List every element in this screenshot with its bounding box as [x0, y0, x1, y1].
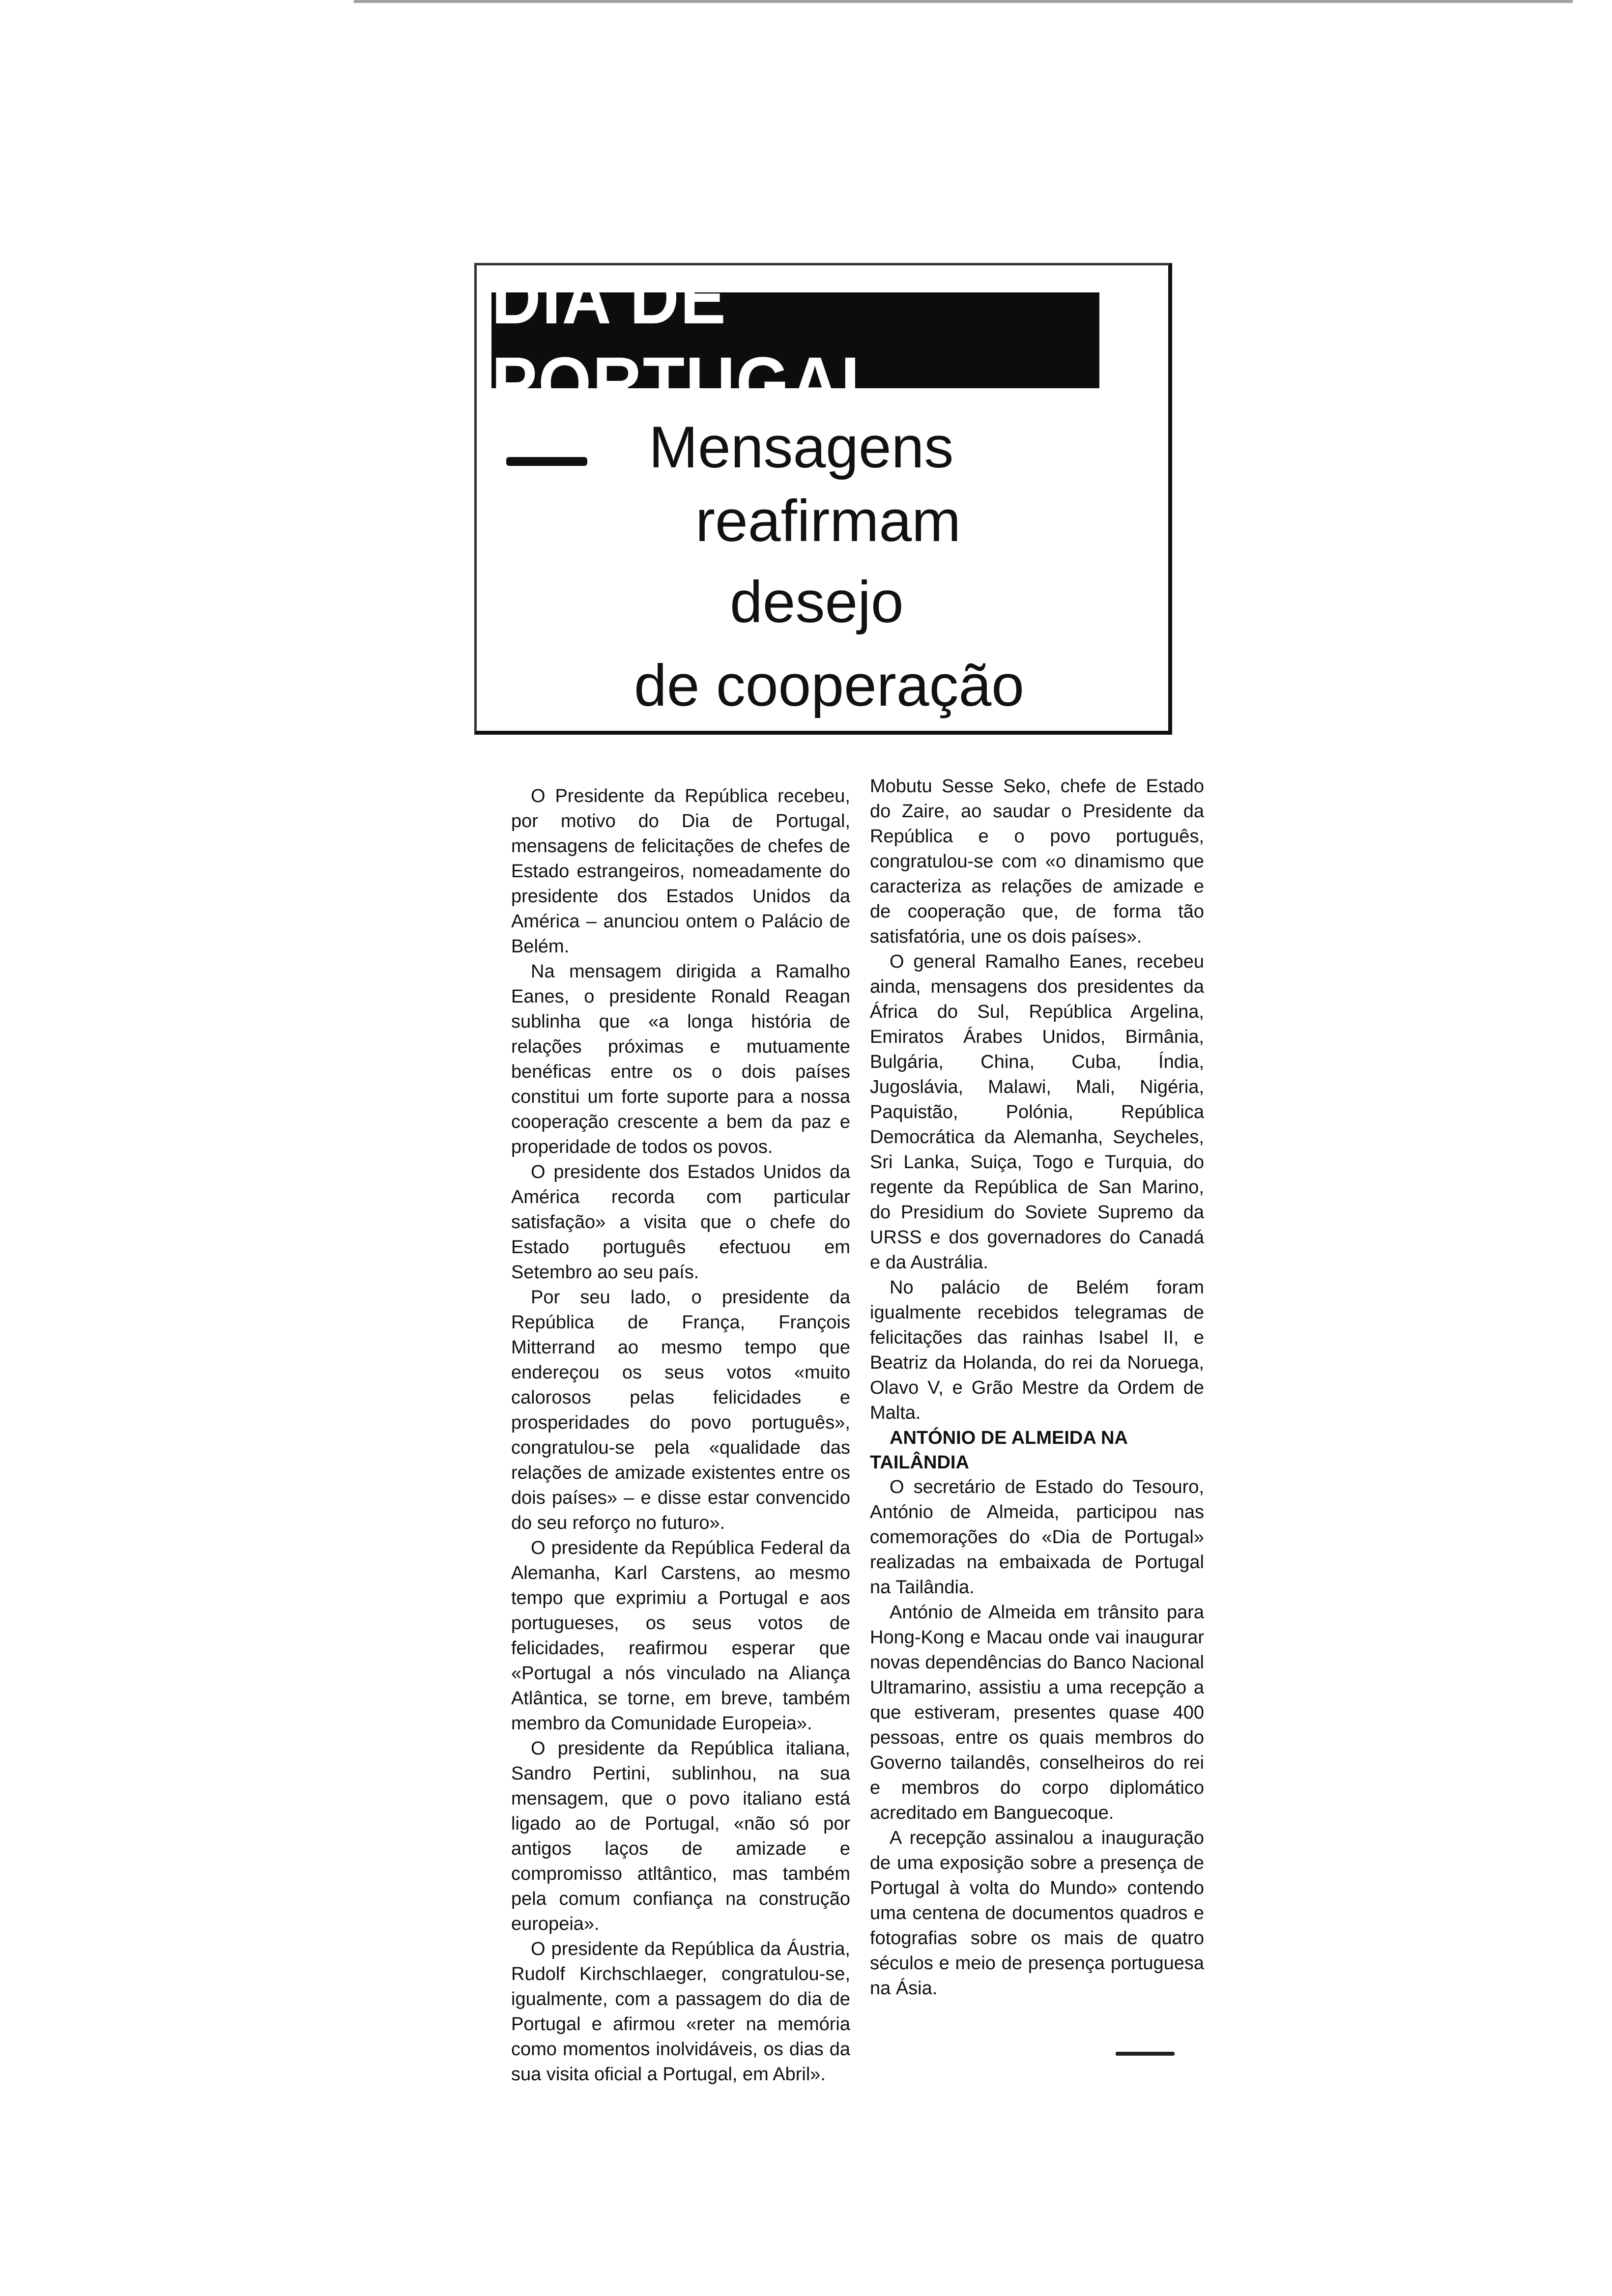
- article-left-column: [511, 784, 850, 2087]
- headline-line-4: de cooperação: [634, 653, 1024, 718]
- paragraph: António de Almeida em trânsito para Hong-Kong e Macau onde vai inaugurar novas dependências do Banco Nacional Ultramarino, assistiu a uma recepção a que estiveram, presentes quase 400 pessoas, entre os quais membros do Governo tailandês, conselheiros do rei e membros do corpo diplomático acreditado em Banguecoque.: [870, 1602, 1204, 1823]
- subheading: ANTÓNIO DE ALMEIDA NA TAILÂNDIA: [870, 1428, 1127, 1473]
- paragraph: Mobutu Sesse Seko, chefe de Estado do Zaire, ao saudar o Presidente da República e o povo português, congratulou-se com «o dinamismo que caracteriza as relações de amizade e de cooperação que, de forma tão satisfatória, une os dois países».: [870, 776, 1204, 947]
- paragraph: O presidente dos Estados Unidos da América recorda com particular satisfação» a visita que o chefe do Estado português efectuou em Setembro ao seu país.: [511, 1162, 850, 1283]
- article-right-column: [870, 774, 1204, 2001]
- section-banner: DIA DE PORTUGAL: [491, 292, 1099, 388]
- dash-mark: [506, 457, 587, 466]
- paragraph: A recepção assinalou a inauguração de uma exposição sobre a presença de Portugal à volta do Mundo» contendo uma centena de documentos quadros e fotografias sobre os mais de quatro séculos e meio de presença portuguesa na Ásia.: [870, 1828, 1204, 1999]
- paragraph: O presidente da República da Áustria, Rudolf Kirchschlaeger, congratulou-se, igualmente, com a passagem do dia de Portugal e afirmou «reter na memória como momentos inolvidáveis, os dias da sua visita oficial a Portugal, em Abril».: [511, 1939, 850, 2085]
- paragraph: O secretário de Estado do Tesouro, António de Almeida, participou nas comemorações do «Dia de Portugal» realizadas na embaixada de Portugal na Tailândia.: [870, 1477, 1204, 1598]
- paragraph: O presidente da República italiana, Sandro Pertini, sublinhou, na sua mensagem, que o povo italiano está ligado ao de Portugal, «não só por antigos laços de amizade e compromisso atltântico, mas também pela comum confiança na construção europeia».: [511, 1738, 850, 1934]
- headline-line-2: reafirmam: [695, 488, 961, 554]
- paragraph: O general Ramalho Eanes, recebeu ainda, mensagens dos presidentes da África do Sul, República Argelina, Emiratos Árabes Unidos, Birmânia, Bulgária, China, Cuba, Índia, Jugoslávia, Malawi, Mali, Nigéria, Paquistão, Polónia, República Democrática da Alemanha, Seycheles, Sri Lanka, Suiça, Togo e Turquia, do regente da República de San Marino, do Presidium do Soviete Supremo da URSS e dos governadores do Canadá e da Austrália.: [870, 951, 1204, 1273]
- headline-line-1: Mensagens: [649, 414, 954, 480]
- paragraph: No palácio de Belém foram igualmente recebidos telegramas de felicitações das rainhas Isabel II, e Beatriz da Holanda, do rei da Noruega, Olavo V, e Grão Mestre da Ordem de Malta.: [870, 1277, 1204, 1423]
- end-of-article-mark: [1116, 2052, 1175, 2056]
- top-scan-rule: [354, 0, 1573, 3]
- paragraph: Por seu lado, o presidente da República de França, François Mitterrand ao mesmo tempo que endereçou os seus votos «muito calorosos pelas felicidades e prosperidades do povo português», congratulou-se pela «qualidade das relações de amizade existentes entre os dois países» – e disse estar convencido do seu reforço no futuro».: [511, 1287, 850, 1533]
- headline-line-3: desejo: [730, 569, 904, 635]
- paragraph: O presidente da República Federal da Alemanha, Karl Carstens, ao mesmo tempo que exprimiu a Portugal e aos portugueses, os seus votos de felicidades, reafirmou esperar que «Portugal a nós vinculado na Aliança Atlântica, se torne, em breve, também membro da Comunidade Europeia».: [511, 1538, 850, 1734]
- paragraph: Na mensagem dirigida a Ramalho Eanes, o presidente Ronald Reagan sublinha que «a longa história de relações próximas e mutuamente benéficas entre os o dois países constitui um forte suporte para a nossa cooperação crescente a bem da paz e properidade de todos os povos.: [511, 961, 850, 1157]
- paragraph: O Presidente da República recebeu, por motivo do Dia de Portugal, mensagens de felicitações de chefes de Estado estrangeiros, nomeadamente do presidente dos Estados Unidos da América – anunciou ontem o Palácio de Belém.: [511, 786, 850, 957]
